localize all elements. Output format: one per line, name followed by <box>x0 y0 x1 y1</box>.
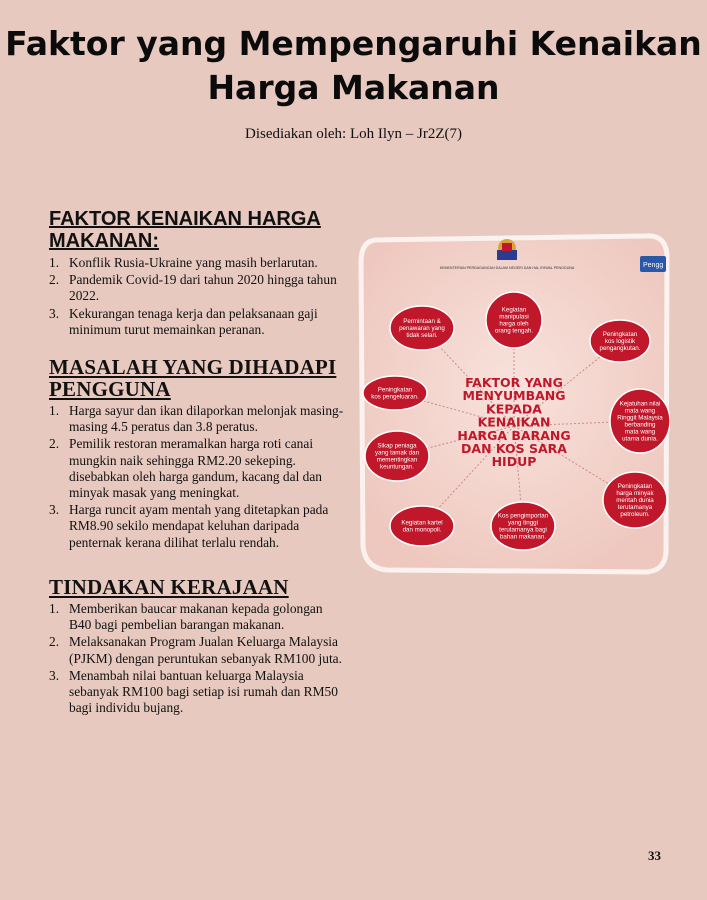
section-masalah <box>49 356 345 552</box>
item-list <box>49 403 345 551</box>
item-text: Melaksanakan Program Jualan Keluarga Malaysia (PJKM) dengan peruntukan sebanyak RM100 juta. <box>69 634 342 666</box>
page-title-line-1: Faktor yang Mempengaruhi Kenaikan <box>5 24 702 63</box>
author-credit: Disediakan oleh: Loh Ilyn – Jr2Z(7) <box>244 126 463 142</box>
list-item <box>49 601 345 633</box>
item-number: 1. <box>49 255 60 270</box>
page-title <box>0 22 707 110</box>
section-faktor <box>49 208 345 339</box>
bubble-text: pengangkutan. <box>599 345 641 353</box>
bubble-text: Ringgit Malaysia <box>617 414 663 422</box>
factor-bubble <box>390 506 454 546</box>
center-title-line: HARGA BARANG <box>457 427 571 443</box>
bubble-text: bahan makanan. <box>499 533 547 541</box>
factor-bubble <box>365 431 429 481</box>
item-number: 2. <box>49 634 60 650</box>
bubble-text: Peningkatan <box>377 386 413 394</box>
bubble-text: tidak selari. <box>406 332 438 340</box>
factor-bubble <box>390 306 454 350</box>
bubble-text: mata wang <box>624 407 656 415</box>
factor-bubble <box>486 292 542 348</box>
center-title-line: KENAIKAN <box>477 414 551 430</box>
list-item <box>49 634 345 666</box>
bubble-text: terutamanya <box>617 504 653 512</box>
item-number: 1. <box>49 601 60 616</box>
bubble-text: Kos pengimportan <box>497 512 549 520</box>
section-tindakan <box>49 576 345 717</box>
section-heading: TINDAKAN KERAJAAN <box>49 575 289 599</box>
item-text: Harga runcit ayam mentah yang ditetapkan pada RM8.90 sekilo mendapat keluhan daripada penternak kerana dilihat terlalu rendah. <box>69 502 329 550</box>
bubble-text: mata wang <box>624 428 656 436</box>
item-text: Pemilik restoran meramalkan harga roti canai mungkin naik sehingga RM2.20 sekeping. disebabkan oleh harga gandum, kacang dal dan minyak masak yang meningkat. <box>69 436 322 501</box>
item-number: 1. <box>49 403 60 418</box>
bubble-text: harga minyak <box>616 490 654 498</box>
center-title-line: KEPADA <box>486 401 542 417</box>
bubble-text: Peningkatan <box>617 483 653 491</box>
bubble-text: berbanding <box>624 421 656 429</box>
bubble-text: yang tamak dan <box>374 449 420 457</box>
bubble-text: Peningkatan <box>602 331 638 339</box>
list-item <box>49 403 345 435</box>
infographic-image <box>357 228 670 575</box>
page-number: 33 <box>648 848 661 863</box>
bubble-text: Kegiatan <box>501 306 527 314</box>
section-heading: FAKTOR KENAIKAN HARGA MAKANAN: <box>49 208 321 252</box>
item-list <box>49 601 345 716</box>
item-text: Pandemik Covid-19 dari tahun 2020 hingga tahun 2022. <box>69 272 337 304</box>
center-title-line: HIDUP <box>491 454 537 470</box>
bubble-text: orang tengah. <box>494 327 534 335</box>
bubble-text: utama dunia. <box>622 435 658 443</box>
factor-bubble <box>603 472 667 528</box>
bubble-text: Permintaan & <box>403 318 441 326</box>
list-item <box>49 436 345 501</box>
list-item <box>49 306 345 338</box>
item-number: 2. <box>49 436 60 452</box>
center-title-line: FAKTOR YANG <box>465 375 563 390</box>
factor-bubble <box>491 502 555 550</box>
bubble-text: Kejatuhan nilai <box>619 400 661 408</box>
corner-badge-text: Pengg <box>643 262 664 269</box>
bubble-text: Kegiatan kartel <box>401 519 443 527</box>
item-number: 3. <box>49 502 60 518</box>
bubble-text: Sikap peniaga <box>377 442 417 450</box>
bubble-text: manipulasi <box>499 313 529 321</box>
bubble-text: harga oleh <box>499 320 529 328</box>
item-text: Kekurangan tenaga kerja dan pelaksanaan gaji minimum turut memainkan peranan. <box>69 305 318 337</box>
bubble-text: penawaran yang <box>399 325 445 333</box>
item-number: 3. <box>49 667 60 683</box>
bubble-text: terutamanya bagi <box>499 526 547 534</box>
item-number: 3. <box>49 305 60 321</box>
page-title-line-2: Harga Makanan <box>207 68 500 107</box>
bubble-text: mementingkan <box>376 456 418 464</box>
bubble-text: dan monopoli. <box>402 526 442 534</box>
bubble-text: kos logistik <box>604 338 636 346</box>
item-number: 2. <box>49 272 60 288</box>
ministry-name: KEMENTERIAN PERDAGANGAN DALAM NEGERI DAN HAL EHWAL PENGGUNA <box>439 266 575 270</box>
list-item <box>49 255 345 271</box>
factor-bubble <box>610 389 670 453</box>
item-text: Konflik Rusia-Ukraine yang masih berlarutan. <box>69 255 318 270</box>
factor-bubble <box>363 376 427 410</box>
bubble-text: yang tinggi <box>508 519 538 527</box>
bubble-text: keuntungan. <box>379 463 415 471</box>
list-item <box>49 272 345 304</box>
item-text: Memberikan baucar makanan kepada golongan B40 bagi pembelian barangan makanan. <box>69 601 323 633</box>
bubble-text: petroleum. <box>620 511 650 519</box>
section-heading: MASALAH YANG DIHADAPI PENGGUNA <box>49 355 337 401</box>
center-title-line: MENYUMBANG <box>462 388 566 404</box>
factor-bubble <box>590 320 650 362</box>
center-title-line: DAN KOS SARA <box>461 441 567 456</box>
bubble-text: kos pengeluaran. <box>371 393 419 401</box>
list-item <box>49 668 345 717</box>
list-item <box>49 502 345 551</box>
item-list <box>49 255 345 338</box>
bubble-text: mentah dunia <box>616 497 654 505</box>
item-text: Menambah nilai bantuan keluarga Malaysia sebanyak RM100 bagi setiap isi rumah dan RM50 bagi individu bujang. <box>69 667 338 716</box>
item-text: Harga sayur dan ikan dilaporkan melonjak masing-masing 4.5 peratus dan 3.8 peratus. <box>69 403 344 435</box>
